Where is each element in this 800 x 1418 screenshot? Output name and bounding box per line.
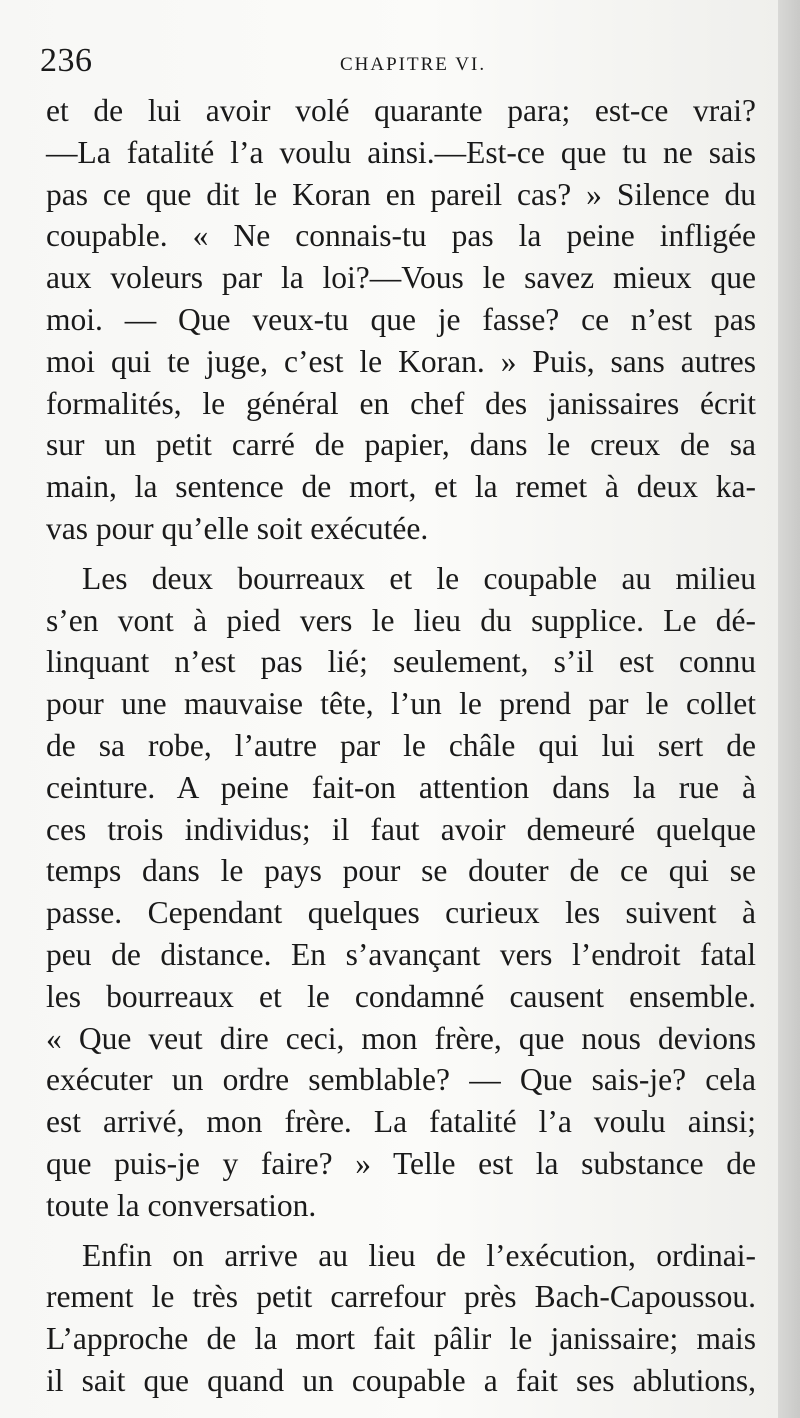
text-line: sur un petit carré de papier, dans le creux de sa [46,427,756,463]
text-line: L’approche de la mort fait pâlir le janissaire; mais [46,1321,756,1357]
text-line: ces trois individus; il faut avoir demeuré quelque [46,811,756,847]
text-line: s’en vont à pied vers le lieu du supplice. Le dé- [46,602,756,638]
text-line: Les deux bourreaux et le coupable au milieu [82,560,756,596]
text-line: est arrivé, mon frère. La fatalité l’a voulu ainsi; [46,1104,756,1140]
text-line: passe. Cependant quelques curieux les suivent à [46,895,756,931]
text-line: que puis-je y faire? » Telle est la substance de [46,1145,756,1181]
text-line: exécuter un ordre semblable? — Que sais-je? cela [46,1062,756,1098]
text-line: vas pour qu’elle soit exécutée. [46,510,429,546]
page-header [40,42,760,92]
text-line: de sa robe, l’autre par le châle qui lui sert de [46,727,756,763]
text-line: pour une mauvaise tête, l’un le prend par le collet [46,686,756,722]
paragraph-1 [46,90,756,550]
text-line: il sait que quand un coupable a fait ses ablutions, [46,1362,756,1398]
text-line: ceinture. A peine fait-on attention dans la rue à [46,769,756,805]
text-line: pas ce que dit le Koran en pareil cas? » Silence du [46,176,756,212]
text-line: —La fatalité l’a voulu ainsi.—Est-ce que tu ne sais [46,134,756,170]
text-line: toute la conversation. [46,1187,317,1223]
text-line: les bourreaux et le condamné causent ensemble. [46,978,756,1014]
text-line: coupable. « Ne connais-tu pas la peine infligée [46,218,756,254]
text-line: main, la sentence de mort, et la remet à deux ka- [46,469,756,505]
text-line: moi qui te juge, c’est le Koran. » Puis, sans autres [46,343,756,379]
text-line: moi. — Que veux-tu que je fasse? ce n’est pas [46,301,756,337]
text-line: peu de distance. En s’avançant vers l’endroit fatal [46,936,756,972]
text-line: linquant n’est pas lié; seulement, s’il est connu [46,644,756,680]
page-number: 236 [40,42,93,79]
text-line: et de lui avoir volé quarante para; est-ce vrai? [46,93,756,128]
text-line: rement le très petit carrefour près Bach-Capoussou. [46,1279,756,1315]
paragraph-2 [46,558,756,1227]
paragraph-3 [46,1235,756,1402]
body-text [46,90,756,1402]
running-head: CHAPITRE VI. [340,54,487,75]
text-line: « Que veut dire ceci, mon frère, que nous devions [46,1020,756,1056]
page-edge [778,0,800,1418]
text-line: formalités, le général en chef des janissaires écrit [46,385,756,421]
text-line: Enfin on arrive au lieu de l’exécution, ordinai- [82,1237,756,1273]
text-line: temps dans le pays pour se douter de ce qui se [46,853,756,889]
text-line: aux voleurs par la loi?—Vous le savez mieux que [46,260,756,296]
